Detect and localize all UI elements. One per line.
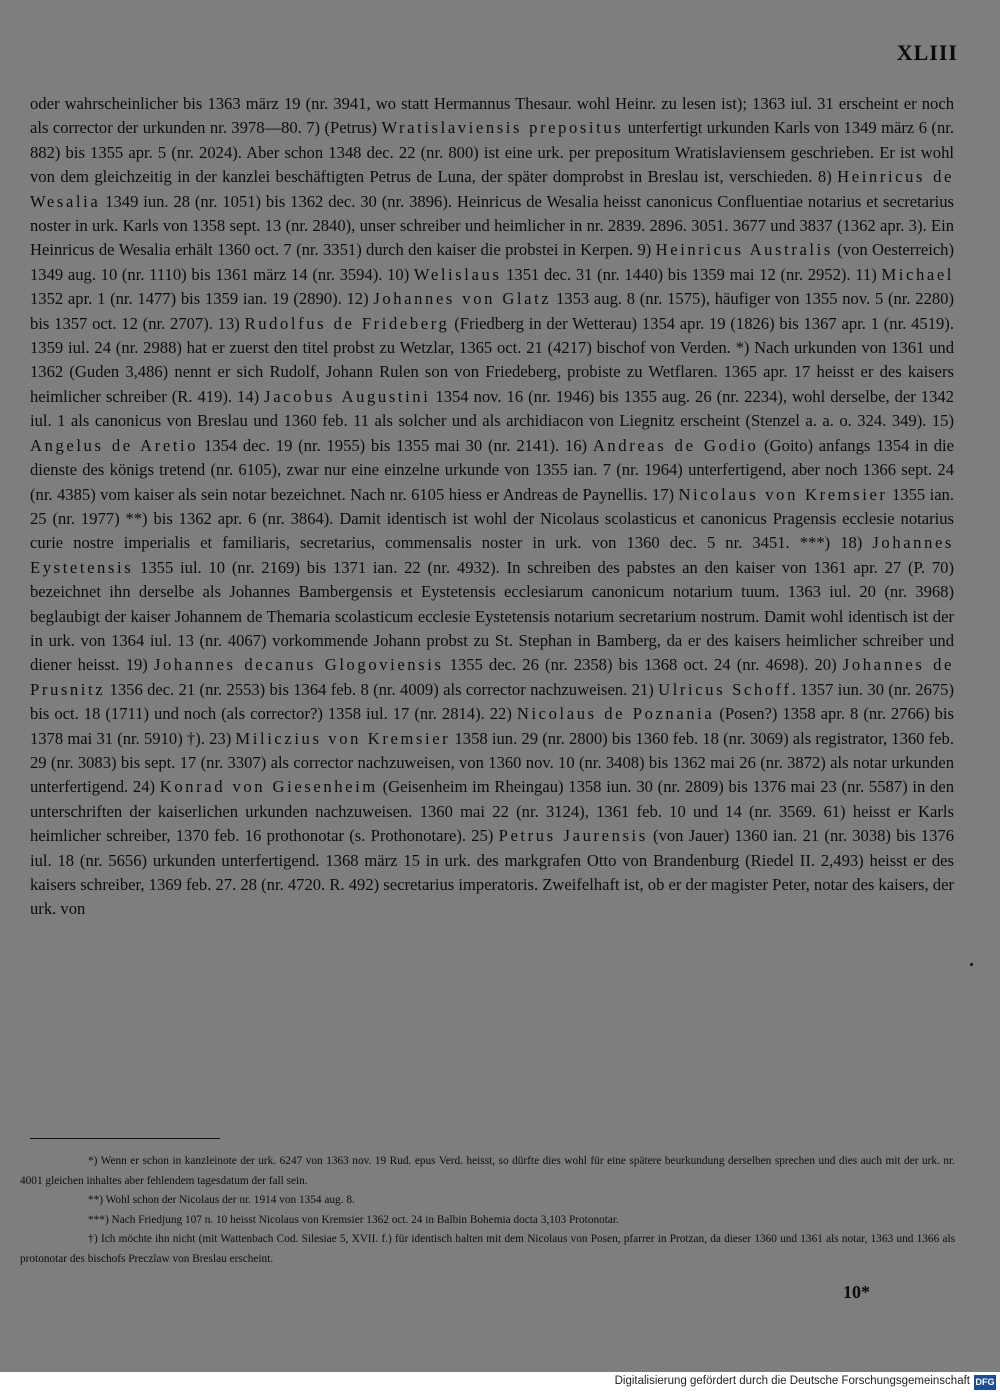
- text-run: 1353 aug. 8 (nr. 1575), häufiger von 1355 nov. 5 (nr. 2280) bis 1357 oct. 12 (nr. 2707). 13): [30, 289, 954, 333]
- text-run: 1354 nov. 16 (nr. 1946) bis 1355 aug. 26 (nr. 2234), wohl derselbe, der 1342 iul. 1 als canonicus von Breslau und 1360 feb. 11 als solcher und als archidiacon von Liegnitz erscheint (Stenzel a. a. o. 324. 349). 15): [30, 386, 954, 431]
- signature-mark: 10*: [843, 1282, 870, 1302]
- spaced-name: Miliczius von Kremsier: [235, 728, 451, 748]
- spaced-name: Rudolfus de Frideberg: [244, 313, 450, 333]
- text-run: 1355 ian. 25 (nr. 1977) **) bis 1362 apr. 6 (nr. 3864). Damit identisch ist wohl der Nicolaus scolasticus et canonicus Pragensis ecclesie notarius curie nostre imperialis et familiaris, secretarius, commensalis noster in urk. von 1360 dec. 5 nr. 3451. ***) 18): [30, 484, 955, 553]
- footnote-divider: [30, 1138, 220, 1139]
- text-run: 1349 iun. 28 (nr. 1051) bis 1362 dec. 30 (nr. 3896). Heinricus de Wesalia heisst canonicus Confluentiae notarius et secretarius noster in urk. Karls von 1358 sept. 13 (nr. 2840), unser schreiber und heimlicher in nr. 2839. 2896. 3051. 3677 und 3837 (1362 apr. 3). Ein Heinricus de Wesalia erhält 1360 oct. 7 (nr. 3351) durch den kaiser die probstei in Kerpen. 9): [30, 191, 954, 260]
- footnote-4: †) Ich möchte ihn nicht (mit Wattenbach Cod. Silesiae 5, XVII. f.) für identisch halten mit dem Nicolaus von Posen, pfarrer in Protzan, da dieser 1360 und 1361 als notar, 1363 und 1366 als protonotar des bischofs Preczlaw von Breslau erscheint.: [20, 1233, 955, 1265]
- footnote-1: *) Wenn er schon in kanzleinote der urk. 6247 von 1363 nov. 19 Rud. epus Verd. heisst, so dürfte dies wohl für eine spätere beurkundung derselben sprechen und dies auch mit der urk. nr. 4001 gleichen inhaltes aber fehlendem tagesdatum der fall sein.: [20, 1155, 955, 1187]
- footnote-2: **) Wohl schon der Nicolaus der nr. 1914 von 1354 aug. 8.: [88, 1194, 355, 1207]
- spaced-name: Michael: [881, 264, 955, 284]
- spaced-name: Jacobus Augustini: [264, 386, 431, 406]
- spaced-name: Johannes von Glatz: [373, 289, 552, 309]
- spaced-name: Heinricus de Wesalia: [30, 167, 954, 211]
- spaced-name: Nicolaus von Kremsier: [678, 484, 888, 504]
- footnote-3: ***) Nach Friedjung 107 n. 10 heisst Nicolaus von Kremsier 1362 oct. 24 in Balbin Bohemia docta 3,103 Protonotar.: [88, 1213, 619, 1226]
- spaced-name: Johannes de Prusnitz: [30, 655, 955, 699]
- spaced-name: Angelus de Aretio: [30, 435, 199, 455]
- footer-bar: [0, 1372, 1000, 1394]
- spaced-name: Andreas de Godio: [592, 435, 759, 455]
- text-run: (Friedberg in der Wetterau) 1354 apr. 19 (1826) bis 1367 apr. 1 (nr. 4519). 1359 iul. 24 (nr. 2988) hat er zuerst den titel probst zu Wetzlar, 1365 oct. 21 (4217) bischof von Verden. *) Nach urkunden von 1361 und 1362 (Guden 3,486) nennt er sich Rudolf, Johann Rulen son von Friedeberg, probiste zu Wetflaren. 1365 apr. 17 heisst er des kaisers heimlicher schreiber (R. 419). 14): [30, 313, 954, 406]
- text-run: 1354 dec. 19 (nr. 1955) bis 1355 mai 30 (nr. 2141). 16): [198, 435, 593, 455]
- spaced-name: Ulricus Schoff: [658, 679, 792, 699]
- footer-credit: Digitalisierung gefördert durch die Deutsche Forschungsgemeinschaft: [614, 1375, 970, 1387]
- text-run: (von Oesterreich) 1349 aug. 10 (nr. 1110) bis 1361 märz 14 (nr. 3594). 10): [30, 240, 955, 284]
- text-run: . 1357 iun. 30 (nr. 2675) bis oct. 18 (1711) und noch (als corrector?) 1358 iul. 17 (nr. 2814). 22): [30, 679, 955, 724]
- text-run: (Goito) anfangs 1354 in die dienste des königs tretend (nr. 6105), zwar nur eine einzelne urkunde von 1355 ian. 7 (nr. 1964) unterfertigend, aber noch 1366 sept. 24 (nr. 4385) vom kaiser als sein notar bezeichnet. Nach nr. 6105 hiess er Andreas de Paynellis. 17): [30, 435, 954, 504]
- text-run: (Posen?) 1358 apr. 8 (nr. 2766) bis 1378 mai 31 (nr. 5910) †). 23): [30, 704, 954, 748]
- margin-dot: [970, 963, 973, 966]
- spaced-name: Wratislaviensis prepositus: [381, 118, 624, 138]
- text-run: (Geisenheim im Rheingau) 1358 iun. 30 (nr. 2809) bis 1376 mai 23 (nr. 5587) in den unterschriften der kaiserlichen urkunden nachzuweisen. 1360 mai 22 (nr. 3124), 1361 feb. 10 und 14 (nr. 3569. 61) heisst er Karls heimlicher schreiber, 1370 feb. 16 prothonotar (s. Prothonotare). 25): [30, 777, 954, 846]
- page-number: XLIII: [896, 40, 958, 65]
- text-run: (von Jauer) 1360 ian. 21 (nr. 3038) bis 1376 iul. 18 (nr. 5656) urkunden unterfertigend. 1368 märz 15 in urk. des markgrafen Otto von Brandenburg (Riedel II. 2,493) heisst er des kaisers schreiber, 1369 feb. 27. 28 (nr. 4720. R. 492) secretarius imperatoris. Zweifelhaft ist, ob er der magister Peter, notar des kaisers, der urk. von: [30, 826, 954, 919]
- spaced-name: Johannes Eystetensis: [30, 533, 954, 577]
- text-run: 1351 dec. 31 (nr. 1440) bis 1359 mai 12 (nr. 2952). 11): [501, 264, 882, 284]
- spaced-name: Welislaus: [413, 264, 502, 284]
- footnotes: [20, 1152, 955, 1270]
- text-run: unterfertigt urkunden Karls von 1349 märz 6 (nr. 882) bis 1355 apr. 5 (nr. 2024). Aber schon 1348 dec. 22 (nr. 800) ist eine urk. per prepositum Wratislaviensem geschrieben. Er ist wohl von dem gleichzeitig in der kanzlei beschäftigten Petrus de Luna, der später domprobst in Breslau ist, verschieden. 8): [30, 118, 955, 187]
- spaced-name: Johannes decanus Glogoviensis: [153, 655, 444, 675]
- text-run: oder wahrscheinlicher bis 1363 märz 19 (nr. 3941, wo statt Hermannus Thesaur. wohl Heinr. zu lesen ist); 1363 iul. 31 erscheint er noch als corrector der urkunden nr. 3978—80. 7) (Petrus): [30, 94, 954, 138]
- spaced-name: Petrus Jaurensis: [498, 826, 648, 846]
- text-run: 1358 iun. 29 (nr. 2800) bis 1360 feb. 18 (nr. 3069) als registrator, 1360 feb. 29 (nr. 3083) bis sept. 17 (nr. 3307) als corrector nachzuweisen, von 1360 nov. 10 (nr. 3408) bis 1362 mai 26 (nr. 3872) als notar urkunden unterfertigend. 24): [30, 728, 954, 797]
- spaced-name: Konrad von Giesenheim: [159, 777, 378, 797]
- text-run: 1356 dec. 21 (nr. 2553) bis 1364 feb. 8 (nr. 4009) als corrector nachzuweisen. 21): [105, 679, 659, 699]
- body-paragraph: [30, 92, 954, 922]
- spaced-name: Heinricus Australis: [655, 240, 833, 260]
- dfg-logo-icon: DFG: [974, 1375, 996, 1390]
- text-run: 1352 apr. 1 (nr. 1477) bis 1359 ian. 19 (2890). 12): [30, 289, 374, 309]
- text-run: 1355 iul. 10 (nr. 2169) bis 1371 ian. 22 (nr. 4932). In schreiben des pabstes an den kaiser von 1361 apr. 27 (P. 70) bezeichnet ihn derselbe als Johannes Bambergensis et Eystetensis ecclesiarum canonicum notarium tuum. 1363 iul. 20 (nr. 3968) beglaubigt der kaiser Johannem de Themaria scolasticum ecclesie Eystetensis notarium secretarium nostrum. Damit wohl identisch ist der in urk. von 1364 iul. 13 (nr. 4067) vorkommende Johann probst zu St. Stephan in Bamberg, da er des kaisers heimlicher schreiber und diener heisst. 19): [30, 557, 954, 675]
- text-run: 1355 dec. 26 (nr. 2358) bis 1368 oct. 24 (nr. 4698). 20): [443, 655, 843, 675]
- spaced-name: Nicolaus de Poznania: [516, 704, 715, 724]
